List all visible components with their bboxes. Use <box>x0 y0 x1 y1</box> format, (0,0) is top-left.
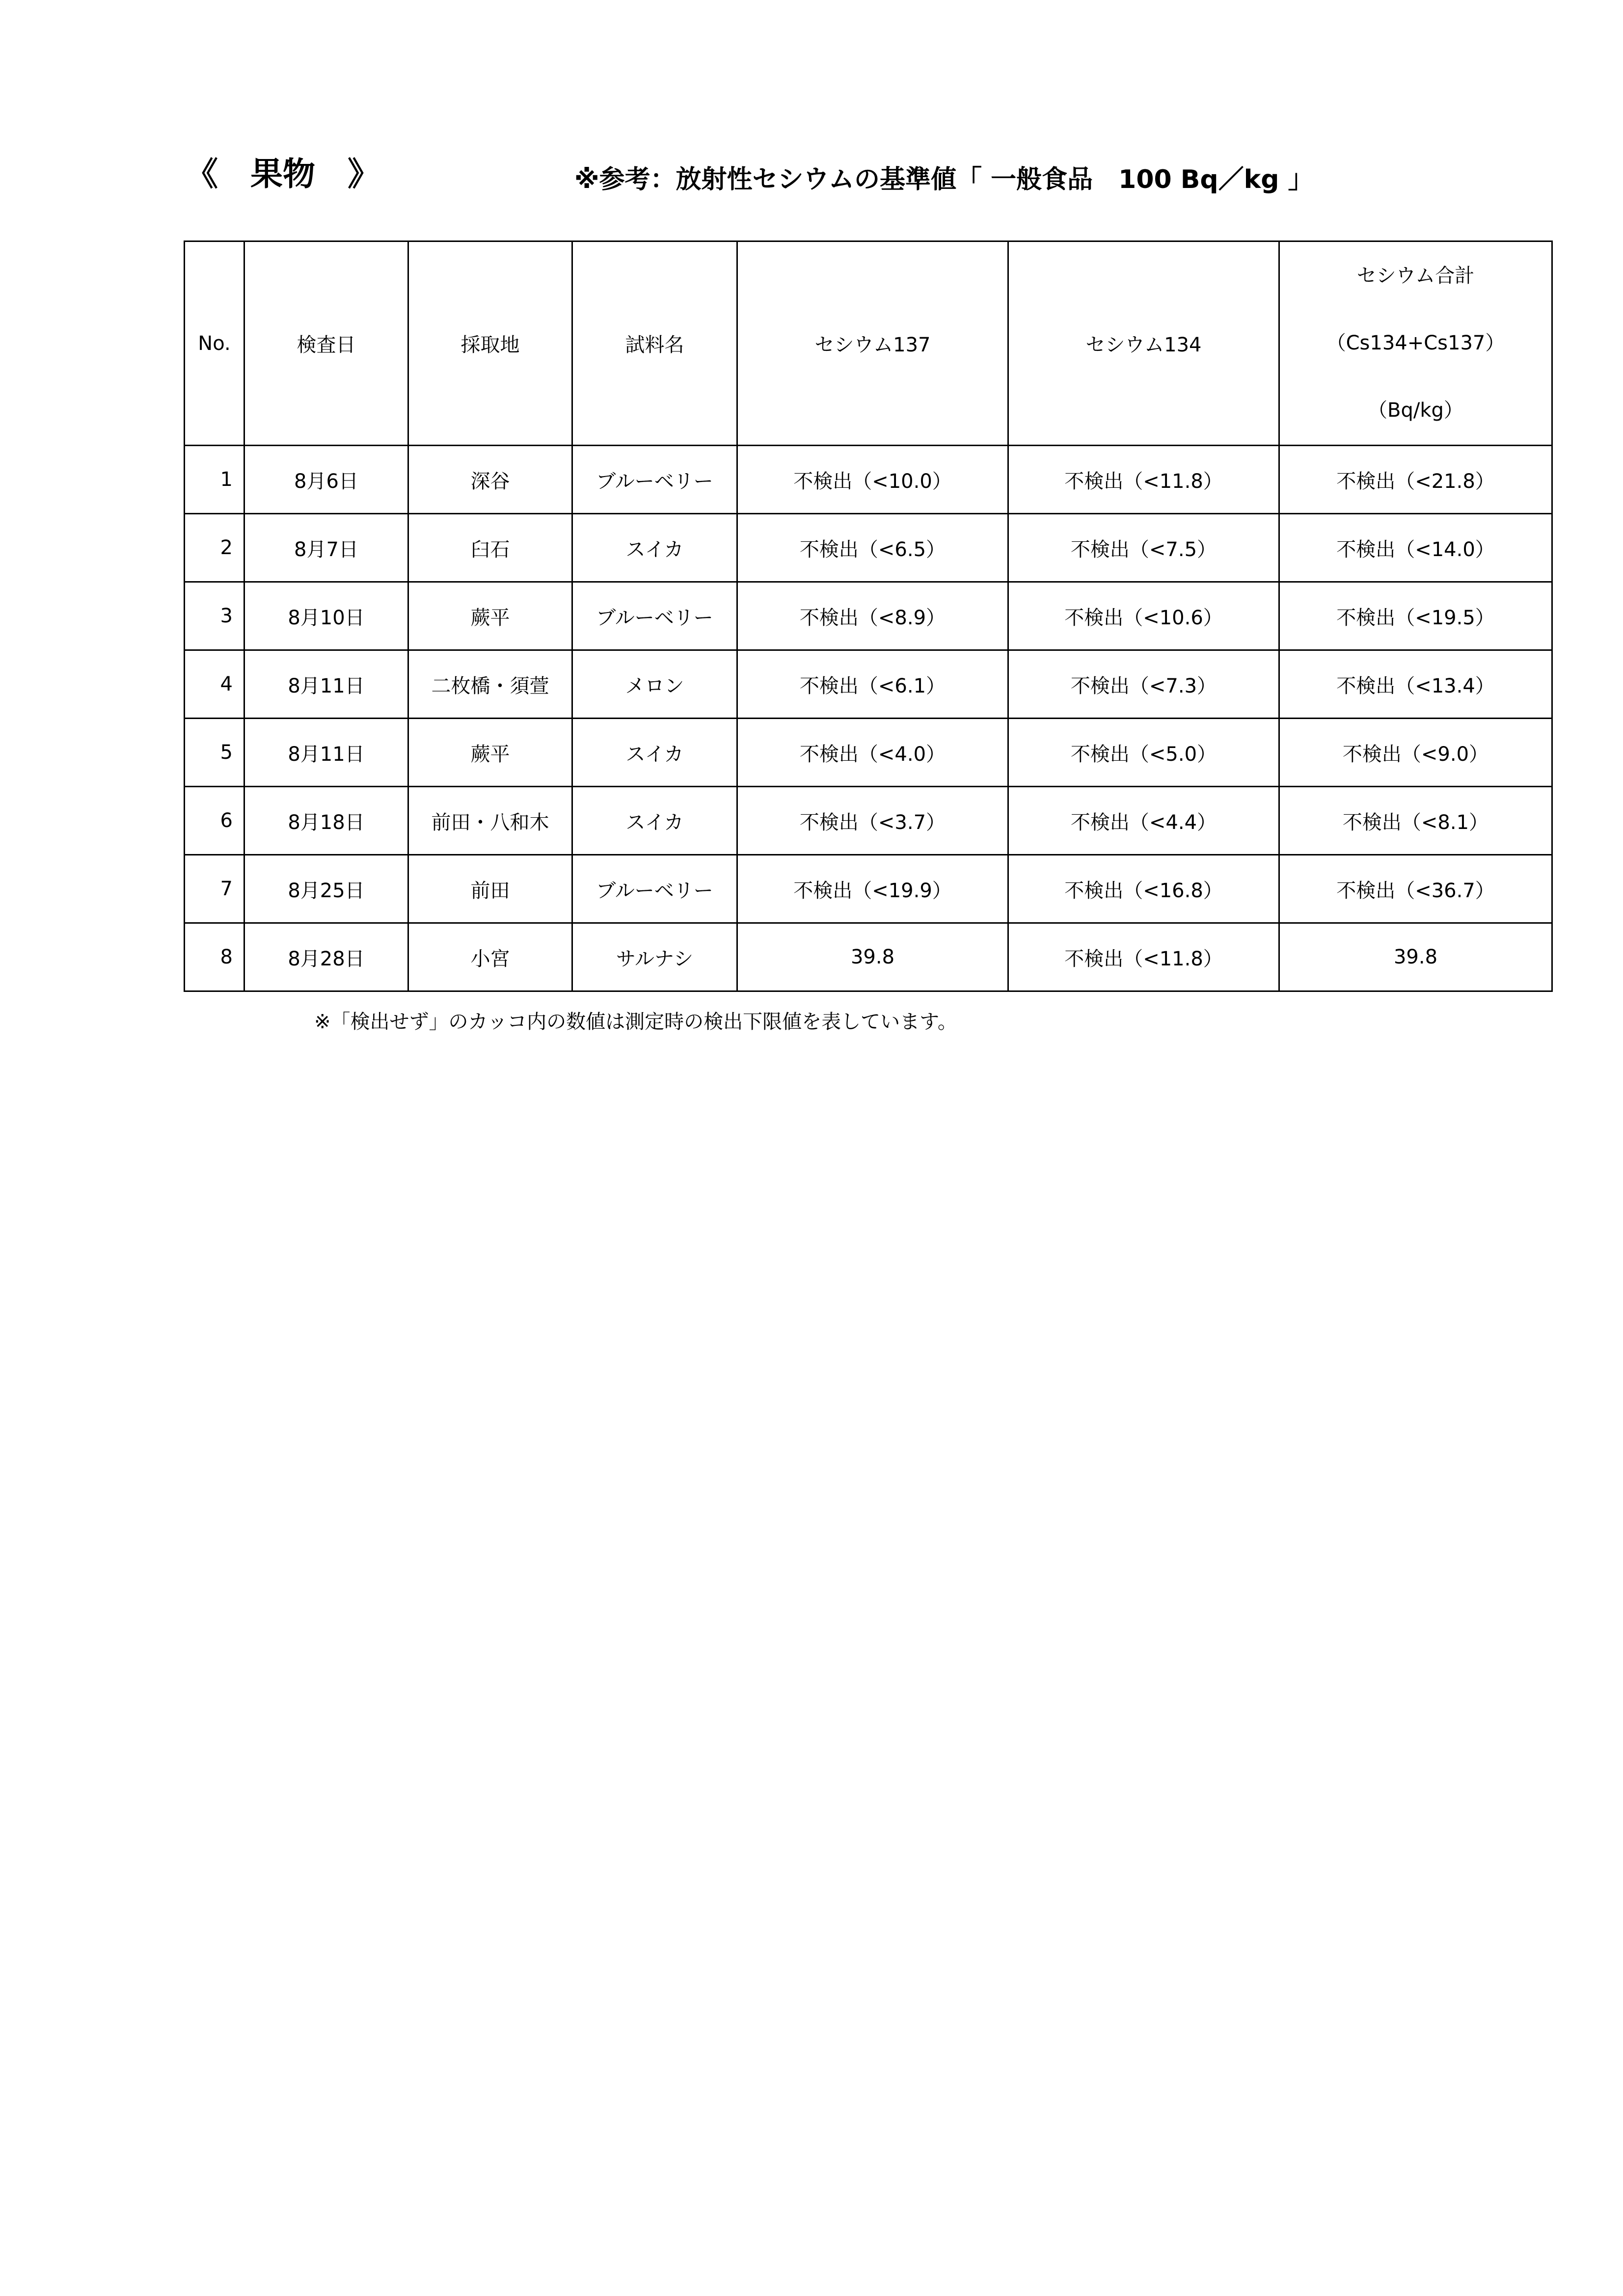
cell-no: 4 <box>185 650 244 719</box>
header-date: 検査日 <box>244 241 408 446</box>
cell-location: 臼石 <box>408 514 572 582</box>
cell-cs137: 不検出（<10.0） <box>737 446 1008 514</box>
header-total-label: セシウム合計 <box>1356 265 1475 287</box>
cell-date: 8月25日 <box>244 855 408 923</box>
header-total-formula: （Cs134+Cs137） <box>1326 332 1505 354</box>
cell-no: 6 <box>185 787 244 855</box>
cell-date: 8月6日 <box>244 446 408 514</box>
cell-date: 8月11日 <box>244 719 408 787</box>
header-location: 採取地 <box>408 241 572 446</box>
cell-cs134: 不検出（<16.8） <box>1008 855 1279 923</box>
cell-location: 小宮 <box>408 923 572 991</box>
cell-date: 8月10日 <box>244 582 408 650</box>
cell-total: 39.8 <box>1279 923 1552 991</box>
cell-cs137: 不検出（<6.5） <box>737 514 1008 582</box>
cell-no: 1 <box>185 446 244 514</box>
cell-location: 二枚橋・須萱 <box>408 650 572 719</box>
cell-no: 5 <box>185 719 244 787</box>
cell-no: 7 <box>185 855 244 923</box>
cell-location: 蕨平 <box>408 582 572 650</box>
cell-location: 前田・八和木 <box>408 787 572 855</box>
cell-no: 8 <box>185 923 244 991</box>
cell-cs134: 不検出（<4.4） <box>1008 787 1279 855</box>
cell-date: 8月28日 <box>244 923 408 991</box>
header-row <box>185 241 1552 446</box>
cell-cs134: 不検出（<7.5） <box>1008 514 1279 582</box>
cell-cs137: 不検出（<19.9） <box>737 855 1008 923</box>
cell-location: 蕨平 <box>408 719 572 787</box>
table-row <box>185 923 1552 991</box>
cell-sample: スイカ <box>572 719 737 787</box>
cell-total: 不検出（<13.4） <box>1279 650 1552 719</box>
cell-cs137: 不検出（<3.7） <box>737 787 1008 855</box>
cell-total: 不検出（<14.0） <box>1279 514 1552 582</box>
cell-date: 8月18日 <box>244 787 408 855</box>
header-total <box>1279 241 1552 446</box>
cell-cs134: 不検出（<11.8） <box>1008 446 1279 514</box>
cell-date: 8月7日 <box>244 514 408 582</box>
page-title: 《 果物 》 <box>186 155 380 193</box>
footnote: ※「検出せず」のカッコ内の数値は測定時の検出下限値を表しています。 <box>314 1011 957 1033</box>
cell-cs134: 不検出（<10.6） <box>1008 582 1279 650</box>
cell-cs137: 39.8 <box>737 923 1008 991</box>
table-row <box>185 650 1552 719</box>
cell-sample: スイカ <box>572 787 737 855</box>
table-row <box>185 514 1552 582</box>
cell-cs137: 不検出（<8.9） <box>737 582 1008 650</box>
cell-sample: メロン <box>572 650 737 719</box>
reference-note: ※参考：放射性セシウムの基準値「 一般食品 100 Bq／kg 」 <box>574 165 1314 194</box>
header-sample: 試料名 <box>572 241 737 446</box>
cell-location: 深谷 <box>408 446 572 514</box>
cell-sample: ブルーベリー <box>572 855 737 923</box>
cell-no: 2 <box>185 514 244 582</box>
table-row <box>185 855 1552 923</box>
header-cs137: セシウム137 <box>737 241 1008 446</box>
cell-total: 不検出（<9.0） <box>1279 719 1552 787</box>
cell-no: 3 <box>185 582 244 650</box>
table-row <box>185 582 1552 650</box>
cell-total: 不検出（<21.8） <box>1279 446 1552 514</box>
cell-sample: スイカ <box>572 514 737 582</box>
cell-total: 不検出（<19.5） <box>1279 582 1552 650</box>
cell-total: 不検出（<36.7） <box>1279 855 1552 923</box>
results-table <box>184 240 1553 992</box>
cell-cs137: 不検出（<6.1） <box>737 650 1008 719</box>
cell-total: 不検出（<8.1） <box>1279 787 1552 855</box>
cell-cs134: 不検出（<11.8） <box>1008 923 1279 991</box>
cell-location: 前田 <box>408 855 572 923</box>
cell-cs134: 不検出（<5.0） <box>1008 719 1279 787</box>
cell-cs137: 不検出（<4.0） <box>737 719 1008 787</box>
cell-sample: サルナシ <box>572 923 737 991</box>
cell-cs134: 不検出（<7.3） <box>1008 650 1279 719</box>
header-no: No. <box>185 241 244 446</box>
header-total-unit: （Bq/kg） <box>1368 399 1463 422</box>
table-row <box>185 787 1552 855</box>
table-row <box>185 719 1552 787</box>
cell-date: 8月11日 <box>244 650 408 719</box>
header-cs134: セシウム134 <box>1008 241 1279 446</box>
table-row <box>185 446 1552 514</box>
cell-sample: ブルーベリー <box>572 582 737 650</box>
cell-sample: ブルーベリー <box>572 446 737 514</box>
